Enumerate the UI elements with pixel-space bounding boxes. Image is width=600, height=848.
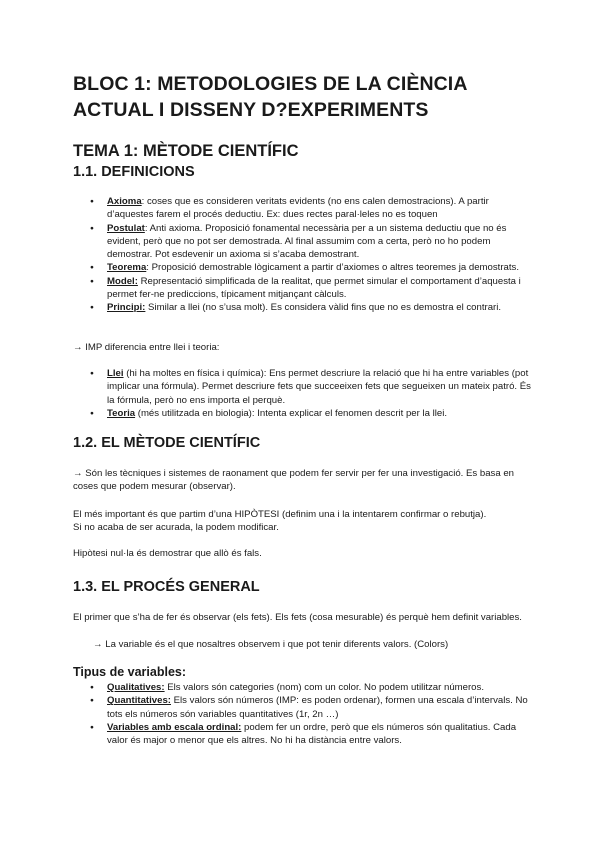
sub-note: → La variable és el que nosaltres observem i que pot tenir diferents valors. (Colors) — [93, 639, 449, 650]
term-label: Qualitatives: — [107, 682, 165, 693]
term-label: Teorema — [107, 262, 147, 274]
list-item — [73, 367, 533, 407]
term-label: Variables amb escala ordinal: — [107, 721, 242, 733]
bloc-title-line-1: BLOC 1: METODOLOGIES DE LA CIÈNCIA — [73, 73, 468, 95]
list-item — [73, 721, 533, 748]
definition-text: (hi ha moltes en física i química): Ens permet descriure la relació que hi ha entre variables (pot implicar una fórmula). Permet descriure fets que succeeixen fets que segueixen un mateix patró. És la fórmula, però no ens importa el perquè. — [107, 368, 531, 406]
definition-text: Els valors són categories (nom) com un color. No podem utilitzar números. — [164, 682, 484, 693]
paragraph: Si no acaba de ser acurada, la podem modificar. — [73, 522, 279, 533]
term-label: Model: — [107, 275, 138, 287]
term-label: Quantitatives: — [107, 695, 171, 707]
variable-types-list — [73, 681, 533, 747]
term-label: Teoria — [107, 407, 136, 419]
list-item — [73, 222, 533, 262]
definition-text: podem fer un ordre, però que els números són qualitatius. Cada valor és major o menor que els altres. No hi ha distància entre valors. — [107, 721, 517, 747]
definition-text: Els valors són números (IMP: es poden ordenar), formen una escala d’intervals. No tots els números són variables quantitatives (1r, 2n …) — [107, 695, 528, 720]
list-item — [73, 681, 533, 694]
list-item — [73, 694, 533, 721]
paragraph: → Són les tècniques i sistemes de raonament que podem fer servir per fer una investigació. Es basa en coses que podem mesurar (observar). — [73, 468, 515, 493]
term-label: Llei — [107, 368, 124, 379]
list-item — [73, 275, 533, 302]
term-label: Axioma — [107, 196, 142, 207]
definition-text: Representació simplificada de la realitat, que permet simular el comportament d’aquesta i permet fer-ne prediccions, típicament mitjançant càlculs. — [107, 275, 521, 301]
bloc-title-line-2: ACTUAL I DISSENY D?EXPERIMENTS — [73, 99, 429, 121]
list-item — [73, 407, 533, 420]
term-label: Principi: — [107, 302, 146, 314]
section-heading-metode: 1.2. EL MÈTODE CIENTÍFIC — [73, 435, 261, 451]
definition-text: : Proposició demostrable lògicament a partir d’axiomes o altres teoremes ja demostrats. — [146, 262, 520, 274]
paragraph: El més important és que partim d’una HIPÒTESI (definim una i la intentarem confirmar o rebutja). — [73, 509, 487, 520]
definition-text: : coses que es consideren veritats evidents (no ens calen demostracions). A partir d’aquestes farem el procés deductiu. Ex: dues rectes paral·leles no es toquen — [107, 196, 489, 221]
paragraph: Hipòtesi nul·la és demostrar que allò és fals. — [73, 548, 262, 559]
law-theory-list — [73, 367, 533, 420]
definition-text: (més utilitzada en biologia): Intenta explicar el fenomen descrit per la llei. — [135, 407, 448, 419]
tema-heading: TEMA 1: MÈTODE CIENTÍFIC — [73, 142, 299, 160]
definition-text: : Anti axioma. Proposició fonamental necessària per a un sistema deductiu que no és evident, però que no pot ser demostrada. Al final assumim com a certa, però no ho podem demostrar. Pot esdevenir un axioma si s’acaba demostrant. — [107, 222, 507, 261]
variable-types-heading: Tipus de variables: — [73, 665, 187, 679]
paragraph: El primer que s’ha de fer és observar (els fets). Els fets (cosa mesurable) és perquè hem definit variables. — [73, 612, 522, 623]
imp-note: → IMP diferencia entre llei i teoria: — [73, 342, 220, 353]
list-item — [73, 301, 533, 314]
definitions-list — [73, 195, 533, 315]
list-item — [73, 195, 533, 222]
term-label: Postulat — [107, 222, 145, 234]
section-heading-proces: 1.3. EL PROCÉS GENERAL — [73, 579, 260, 595]
section-heading-definicions: 1.1. DEFINICIONS — [73, 164, 195, 180]
definition-text: Similar a llei (no s’usa molt). Es considera vàlid fins que no es demostra el contrari. — [145, 302, 502, 314]
list-item — [73, 261, 533, 274]
